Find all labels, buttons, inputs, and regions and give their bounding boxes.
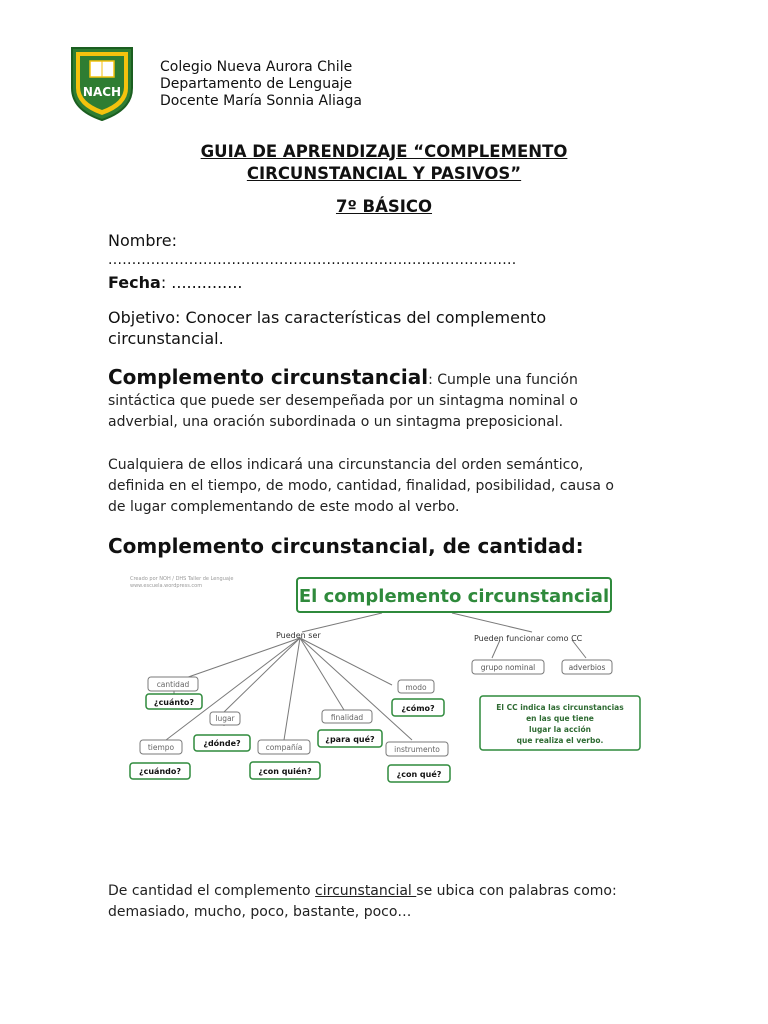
cat-tiempo: tiempo	[147, 743, 175, 752]
underlined-word: circunstancial	[315, 883, 417, 899]
concept-map-diagram	[122, 570, 644, 788]
definition-heading: Complemento circunstancial	[108, 365, 429, 389]
cat-modo: modo	[405, 683, 427, 692]
name-label: Nombre:	[108, 231, 177, 250]
title-line2: CIRCUNSTANCIAL Y PASIVOS”	[246, 164, 522, 183]
q-compania: ¿con quién?	[258, 767, 312, 776]
date-field[interactable]: : ..............	[160, 273, 243, 292]
date-row	[108, 273, 243, 292]
svg-text:que realiza el verbo.: que realiza el verbo.	[516, 736, 604, 745]
school-header	[160, 59, 362, 110]
diagram-credit-2: www.escuela.wordpress.com	[130, 583, 203, 589]
school-department: Departamento de Lenguaje	[160, 76, 353, 92]
objective-label: Objetivo	[108, 308, 176, 327]
cat-instrumento: instrumento	[394, 745, 440, 754]
paragraph-2: Cualquiera de ellos indicará una circunstancia del orden semántico, definida en el tiempo, de modo, cantidad, finalidad, posibilidad, causa o de lugar complementando de este modo al verbo.	[108, 457, 614, 515]
section-heading-cantidad: Complemento circunstancial, de cantidad:	[108, 534, 584, 558]
q-finalidad: ¿para qué?	[325, 735, 375, 744]
cat-cantidad: cantidad	[156, 680, 190, 689]
q-cantidad: ¿cuánto?	[153, 698, 195, 707]
date-label: Fecha	[108, 273, 161, 292]
definition: Complemento circunstancial: Cumple una función sintáctica que puede ser desempeñada por un sintagma nominal o adverbial, una oración subordinada o un sintagma preposicional.	[108, 365, 578, 430]
cat-compania: compañía	[265, 743, 303, 752]
cat-lugar: lugar	[215, 714, 235, 723]
q-modo: ¿cómo?	[401, 704, 435, 713]
adverbios-label: adverbios	[568, 663, 606, 672]
q-lugar: ¿dónde?	[203, 739, 241, 748]
logo-text: NACH	[82, 85, 122, 99]
q-tiempo: ¿cuándo?	[138, 767, 182, 776]
school-teacher: Docente María Sonnia Aliaga	[160, 93, 362, 109]
grupo-nominal-label: grupo nominal	[480, 663, 536, 672]
objective: Objetivo: Conocer las características del complemento circunstancial.	[108, 308, 547, 348]
pueden-funcionar-label: Pueden funcionar como CC	[474, 634, 583, 643]
diagram-title: El complemento circunstancial	[298, 586, 610, 607]
pueden-ser-label: Pueden ser	[276, 631, 321, 640]
school-name: Colegio Nueva Aurora Chile	[160, 59, 353, 75]
svg-text:lugar la acción: lugar la acción	[529, 725, 591, 734]
school-logo	[66, 44, 138, 122]
closing-paragraph: De cantidad el complemento circunstancial se ubica con palabras como: demasiado, mucho, poco, bastante, poco…	[108, 883, 617, 920]
q-instrumento: ¿con qué?	[396, 770, 442, 779]
grade-label: 7º BÁSICO	[335, 197, 433, 216]
svg-text:El CC indica las circunstancia: El CC indica las circunstancias	[496, 703, 624, 712]
cat-finalidad: finalidad	[330, 713, 364, 722]
name-field[interactable]: ......................................................................................	[108, 252, 517, 268]
svg-text:en las que tiene: en las que tiene	[526, 714, 594, 723]
diagram-credit-1: Creado por NOH / DHS Taller de Lenguaje	[130, 576, 234, 582]
title-line1: GUIA DE APRENDIZAJE “COMPLEMENTO	[200, 142, 568, 161]
